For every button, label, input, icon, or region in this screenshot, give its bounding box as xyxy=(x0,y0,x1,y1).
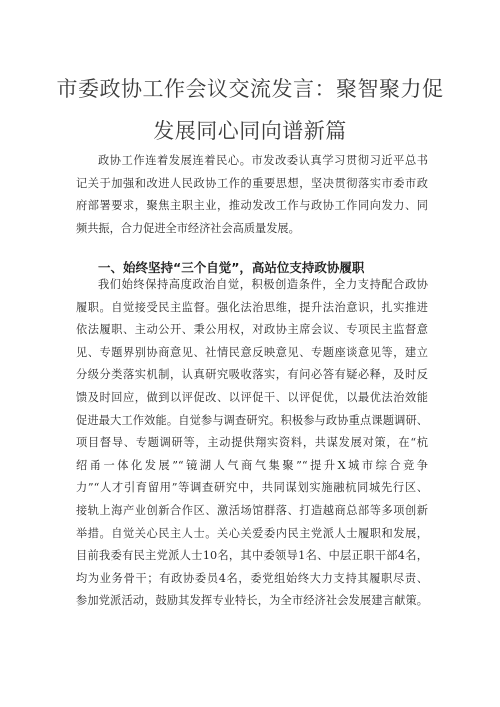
intro-line: 政协工作连着发展连着民心。市发改委认真学习贯彻习近平总书 xyxy=(98,154,428,167)
body-line: 目前我委有民主党派人士10名，其中委领导1名、中层正职干部4名， xyxy=(76,549,428,563)
intro-paragraph xyxy=(76,150,428,240)
body-line: 力”“人才引育留用”等调查研究中，共同谋划实施融杭同城先行区、 xyxy=(76,481,428,495)
body-line: 分级分类落实机制，认真研究吸收落实，有问必答有疑必释，及时反 xyxy=(76,368,428,382)
intro-line: 频共振，合力促进全市经济社会高质量发展。 xyxy=(76,221,300,235)
body-line: 项目督导、专题调研等，主动提供翔实资料，共谋发展对策，在“杭 xyxy=(76,436,428,450)
document-title-line-2: 发展同心同向谱新篇 xyxy=(153,119,347,143)
body-line: 履职。自觉接受民主监督。强化法治思维，提升法治意识，扎实推进 xyxy=(76,300,428,314)
body-line: 参加党派活动，鼓励其发挥专业特长，为全市经济社会发展建言献策。 xyxy=(76,594,428,608)
body-line: 依法履职、主动公开、秉公用权，对政协主席会议、专项民主监督意 xyxy=(76,323,428,337)
document-title-line-1: 市委政协工作会议交流发言：聚智聚力促 xyxy=(56,77,444,101)
body-line: 馈及时回应，做到以评促改、以评促干、以评促优，以最优法治效能 xyxy=(76,390,428,404)
body-line: 见、专题界别协商意见、社情民意反映意见、专题座谈意见等，建立 xyxy=(76,345,428,359)
body-line: 我们始终保持高度政治自觉，积极创造条件，全力支持配合政协 xyxy=(98,278,428,291)
section-1-heading: 一、始终坚持“三个自觉”，高站位支持政协履职 xyxy=(98,260,365,275)
intro-line: 府部署要求，聚焦主职主业，推动发改工作与政协工作同向发力、同 xyxy=(76,199,428,213)
body-line: 促进最大工作效能。自觉参与调查研究。积极参与政协重点课题调研、 xyxy=(76,413,428,427)
section-1-paragraph xyxy=(76,274,428,613)
intro-line: 记关于加强和改进人民政协工作的重要思想，坚决贯彻落实市委市政 xyxy=(76,176,428,190)
body-line: 举措。自觉关心民主人士。关心关爱委内民主党派人士履职和发展， xyxy=(76,526,428,540)
body-line: 均为业务骨干；有政协委员4名，委党组始终大力支持其履职尽责、 xyxy=(76,571,428,585)
body-line: 绍甬一体化发展”“镜湖人气商气集聚”“提升X城市综合竞争 xyxy=(76,458,428,472)
body-line: 接轨上海产业创新合作区、激活场馆群落、打造越商总部等多项创新 xyxy=(76,503,428,517)
